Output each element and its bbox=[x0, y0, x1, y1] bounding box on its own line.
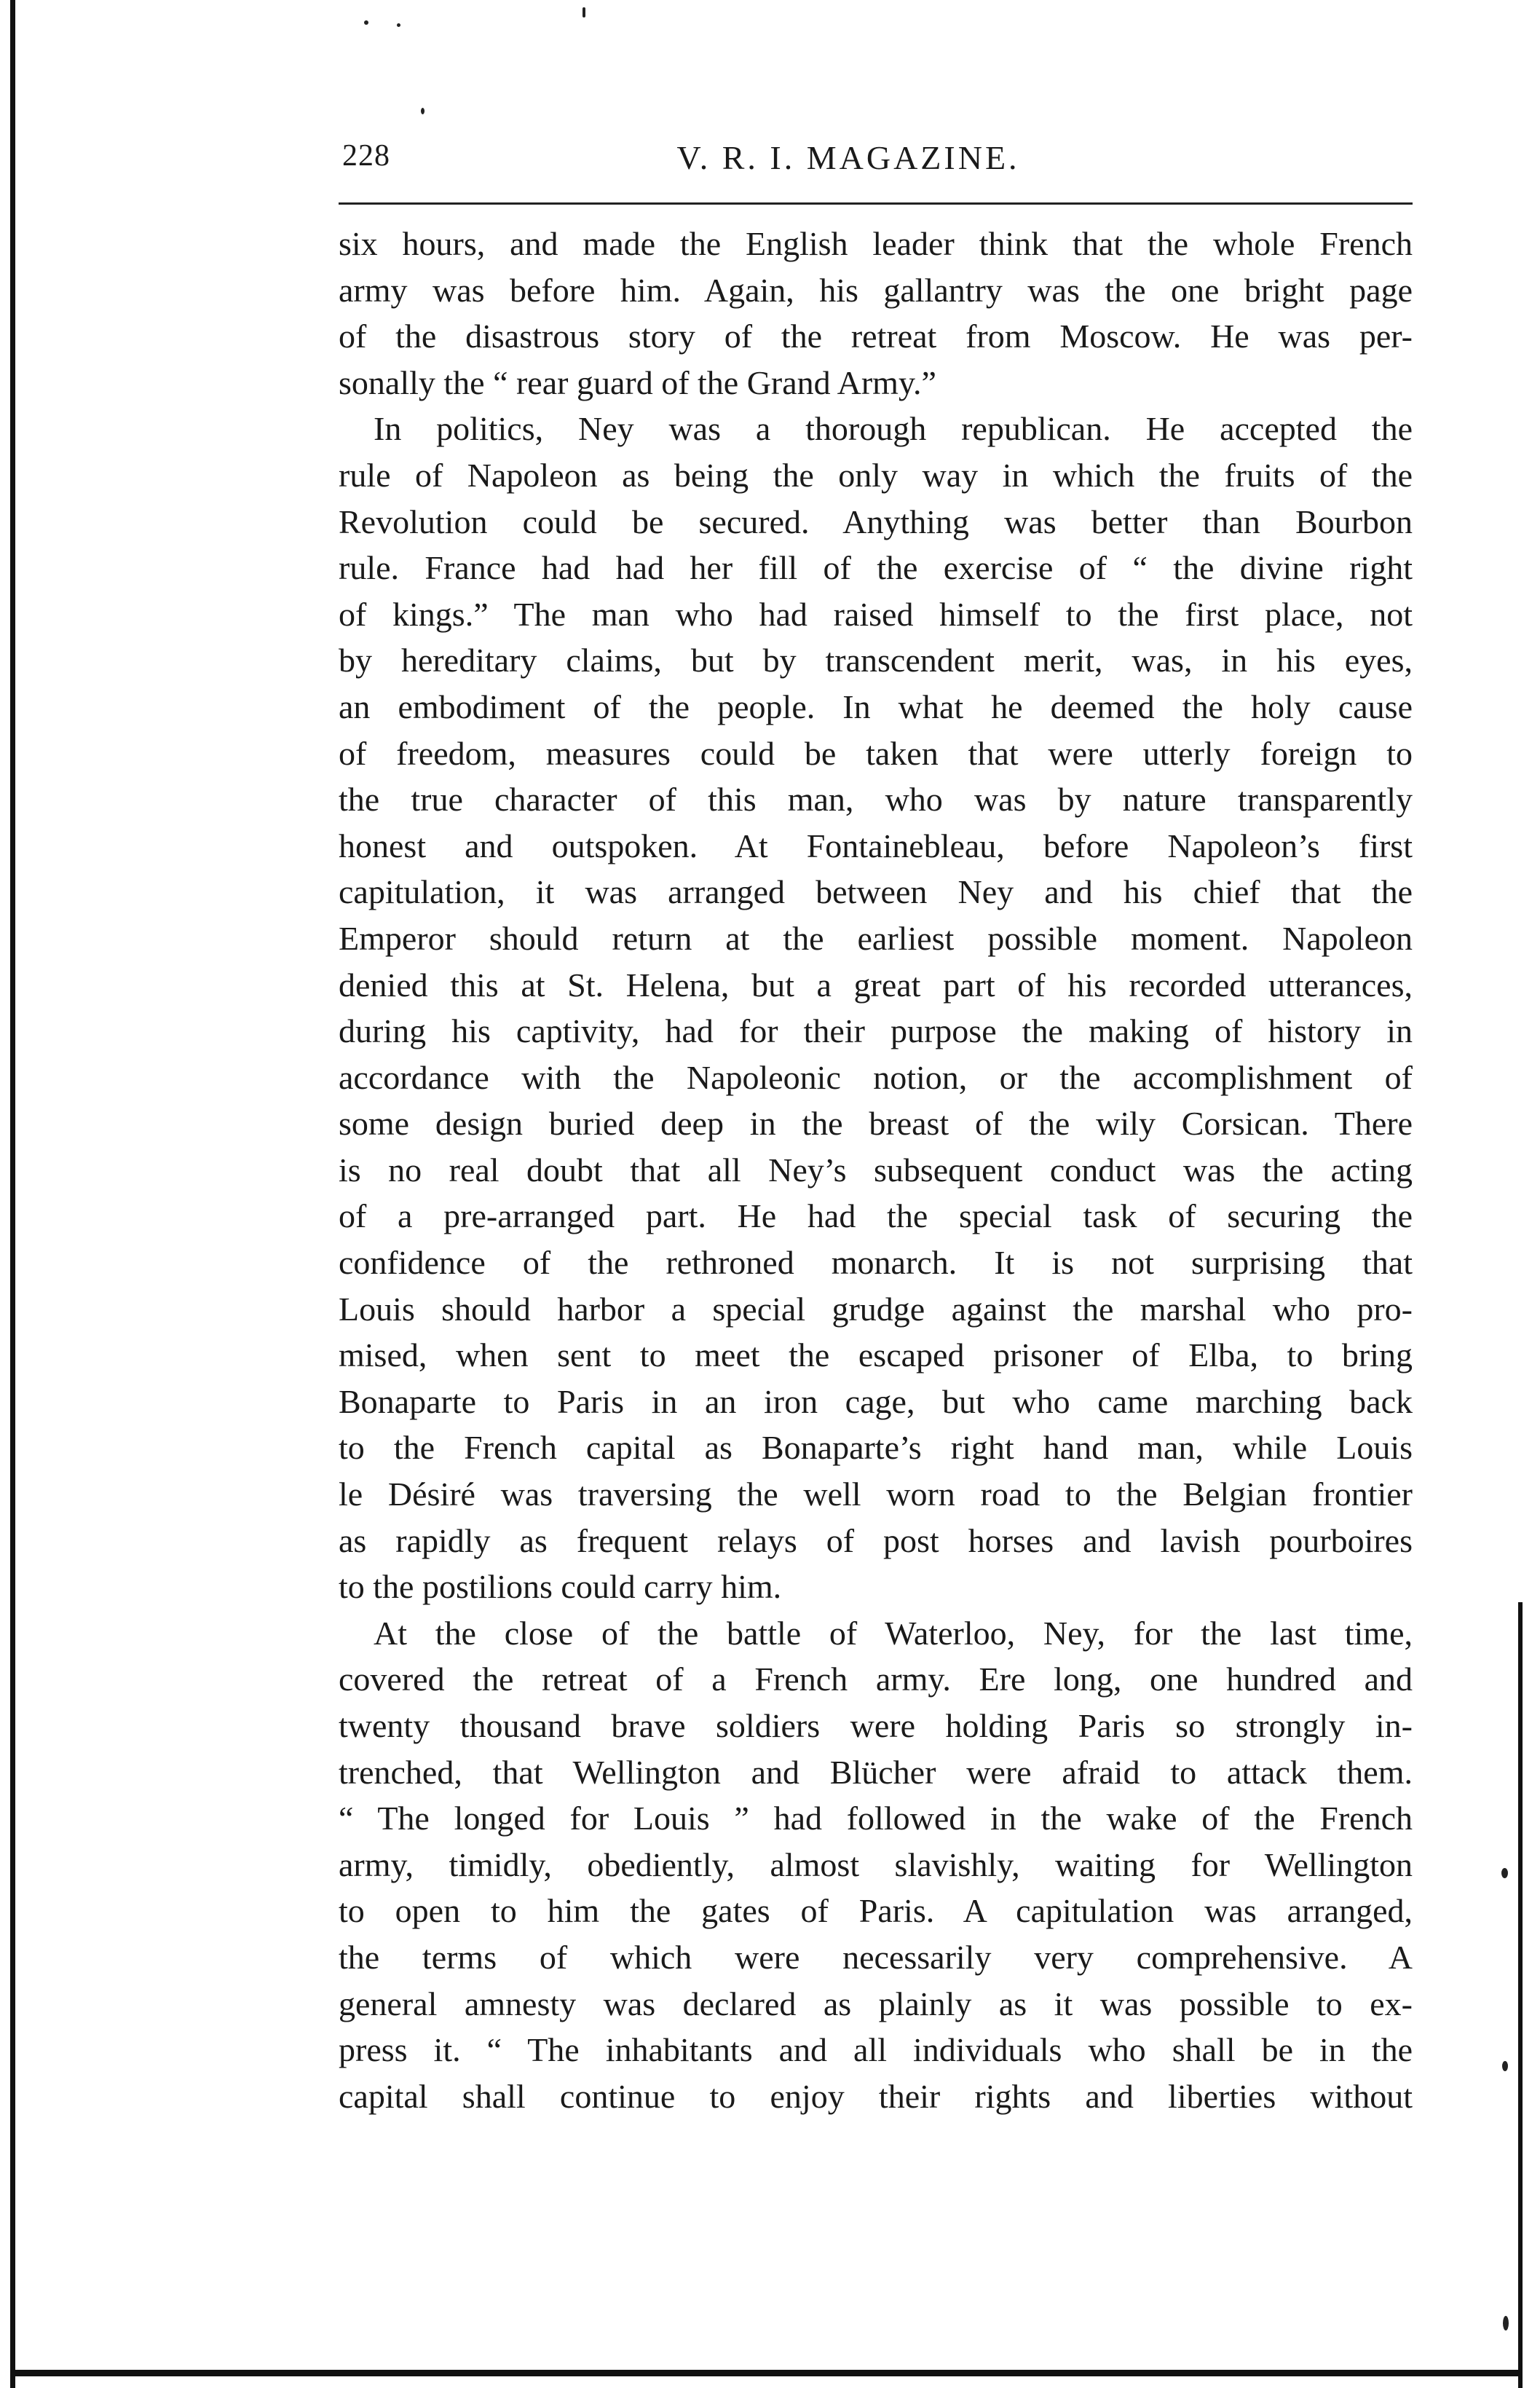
header-rule bbox=[339, 202, 1413, 205]
body-text bbox=[339, 221, 1413, 2119]
text-line: Revolution could be secured. Anything was better than Bourbon bbox=[339, 503, 1413, 540]
text-line: confidence of the rethroned monarch. It is not surprising that bbox=[339, 1244, 1413, 1282]
scan-speck bbox=[364, 20, 368, 25]
scan-speck bbox=[583, 7, 585, 17]
text-line: of the disastrous story of the retreat from Moscow. He was per- bbox=[339, 318, 1413, 355]
text-line: some design buried deep in the breast of the wily Corsican. There bbox=[339, 1105, 1413, 1143]
text-line: At the close of the battle of Waterloo, Ney, for the last time, bbox=[374, 1614, 1413, 1652]
page-number: 228 bbox=[342, 139, 390, 173]
text-line: Louis should harbor a special grudge against the marshal who pro- bbox=[339, 1290, 1413, 1328]
text-line: to open to him the gates of Paris. A capitulation was arranged, bbox=[339, 1892, 1413, 1930]
text-line: to the French capital as Bonaparte’s right hand man, while Louis bbox=[339, 1429, 1413, 1467]
text-line: covered the retreat of a French army. Ere long, one hundred and bbox=[339, 1660, 1413, 1698]
text-line: army was before him. Again, his gallantry was the one bright page bbox=[339, 271, 1413, 309]
text-line: Emperor should return at the earliest possible moment. Napoleon bbox=[339, 919, 1413, 957]
text-line: capital shall continue to enjoy their rights and liberties without bbox=[339, 2077, 1413, 2115]
text-line: Bonaparte to Paris in an iron cage, but who came marching back bbox=[339, 1382, 1413, 1420]
text-line: sonally the “ rear guard of the Grand Army.” bbox=[339, 363, 936, 401]
text-line: by hereditary claims, but by transcendent merit, was, in his eyes, bbox=[339, 642, 1413, 679]
scan-speck bbox=[1501, 1868, 1508, 1878]
text-line: In politics, Ney was a thorough republican. He accepted the bbox=[374, 410, 1413, 448]
scan-speck bbox=[1503, 2316, 1509, 2330]
text-line: general amnesty was declared as plainly as it was possible to ex- bbox=[339, 1985, 1413, 2022]
text-line: le Désiré was traversing the well worn road to the Belgian frontier bbox=[339, 1475, 1413, 1513]
text-line: is no real doubt that all Ney’s subsequent conduct was the acting bbox=[339, 1151, 1413, 1189]
text-line: army, timidly, obediently, almost slavishly, waiting for Wellington bbox=[339, 1845, 1413, 1883]
scan-border-left bbox=[10, 0, 15, 2388]
text-line: rule of Napoleon as being the only way in which the fruits of the bbox=[339, 456, 1413, 494]
scan-speck bbox=[1502, 2061, 1508, 2071]
text-line: twenty thousand brave soldiers were holding Paris so strongly in- bbox=[339, 1707, 1413, 1744]
text-line: “ The longed for Louis ” had followed in the wake of the French bbox=[339, 1800, 1413, 1837]
scan-border-bottom bbox=[10, 2370, 1523, 2376]
text-line: the true character of this man, who was by nature transparently bbox=[339, 781, 1413, 819]
text-line: an embodiment of the people. In what he deemed the holy cause bbox=[339, 687, 1413, 725]
text-line: the terms of which were necessarily very comprehensive. A bbox=[339, 1938, 1413, 1976]
text-line: honest and outspoken. At Fontainebleau, before Napoleon’s first bbox=[339, 827, 1413, 864]
text-line: denied this at St. Helena, but a great part of his recorded utterances, bbox=[339, 966, 1413, 1004]
text-line: accordance with the Napoleonic notion, or the accomplishment of bbox=[339, 1058, 1413, 1096]
text-line: as rapidly as frequent relays of post horses and lavish pourboires bbox=[339, 1521, 1413, 1559]
text-line: capitulation, it was arranged between Ney and his chief that the bbox=[339, 873, 1413, 911]
page-header bbox=[288, 138, 1409, 189]
scan-border-right bbox=[1518, 1602, 1523, 2388]
text-line: of a pre-arranged part. He had the special task of securing the bbox=[339, 1197, 1413, 1235]
text-line: of freedom, measures could be taken that were utterly foreign to bbox=[339, 734, 1413, 772]
running-title: V. R. I. MAGAZINE. bbox=[676, 139, 1020, 176]
text-line: mised, when sent to meet the escaped prisoner of Elba, to bring bbox=[339, 1336, 1413, 1374]
text-line: of kings.” The man who had raised himself to the first place, not bbox=[339, 595, 1413, 633]
scan-speck bbox=[421, 108, 425, 114]
text-line: press it. “ The inhabitants and all individuals who shall be in the bbox=[339, 2031, 1413, 2069]
text-line: to the postilions could carry him. bbox=[339, 1568, 782, 1606]
text-line: six hours, and made the English leader think that the whole French bbox=[339, 225, 1413, 262]
text-line: during his captivity, had for their purpose the making of history in bbox=[339, 1012, 1413, 1050]
scan-speck bbox=[397, 23, 400, 27]
text-line: trenched, that Wellington and Blücher were afraid to attack them. bbox=[339, 1753, 1413, 1791]
text-line: rule. France had had her fill of the exercise of “ the divine right bbox=[339, 549, 1413, 587]
